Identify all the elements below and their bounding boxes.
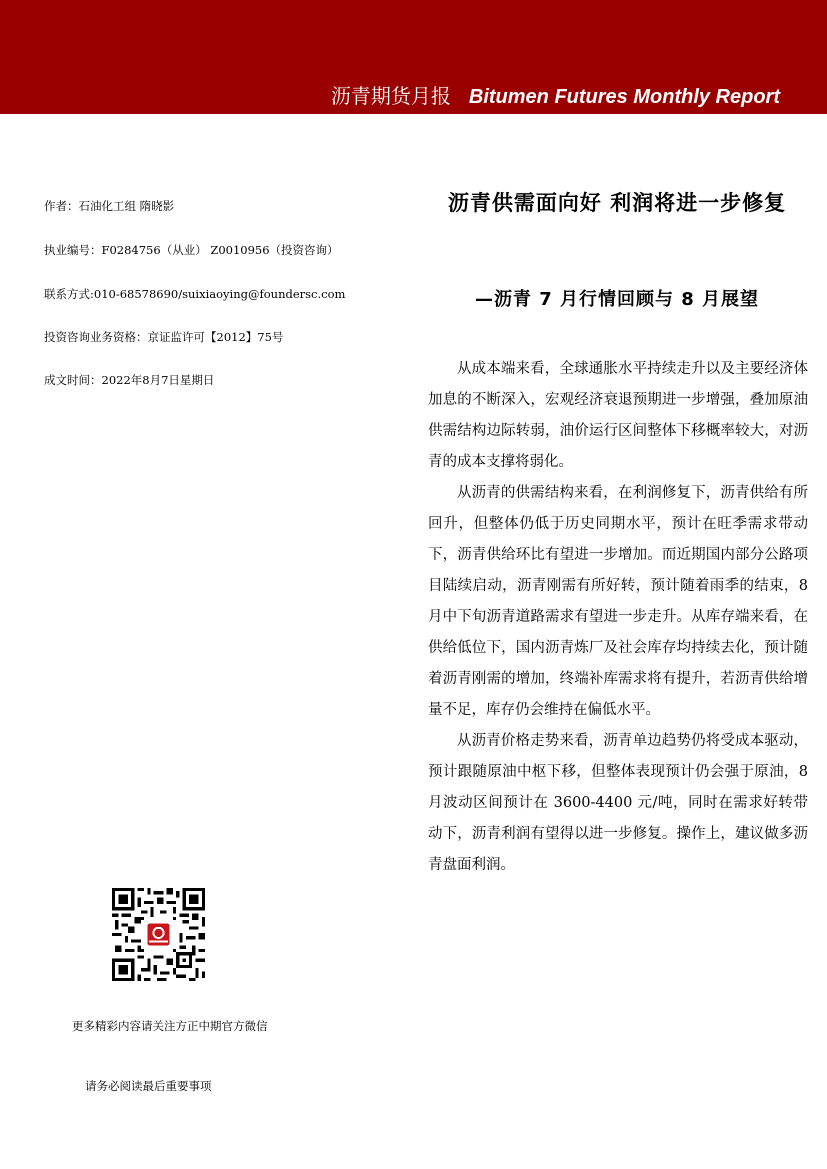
header-band (0, 0, 827, 114)
contact-line: 联系方式:010-68578690/suixiaoying@foundersc.com (44, 287, 346, 301)
paragraph-price-outlook: 从沥青价格走势来看，沥青单边趋势仍将受成本驱动，预计跟随原油中枢下移，但整体表现预计仍会强于原油，8 月波动区间预计在 3600-4400 元/吨，同时在需求好转带动下，沥青利润有望得以进一步修复。操作上，建议做多沥青盘面利润。 (428, 733, 808, 873)
qr-caption: 更多精彩内容请关注方正中期官方微信 (72, 1019, 268, 1033)
report-series-title-en: Bitumen Futures Monthly Report (468, 86, 780, 108)
paragraph-supply-demand: 从沥青的供需结构来看，在利润修复下，沥青供给有所回升，但整体仍低于历史同期水平，预计在旺季需求带动下，沥青供给环比有望进一步增加。而近期国内部分公路项目陆续启动，沥青刚需有所好转，预计随着雨季的结束，8 月中下旬沥青道路需求有望进一步走升。从库存端来看，在供给低位下，国内沥青炼厂及社会库存均持续去化，预计随着沥青刚需的增加，终端补库需求将有提升，若沥青供给增量不足，库存仍会维持在偏低水平。 (428, 485, 808, 718)
report-title: 沥青供需面向好 利润将进一步修复 (447, 191, 787, 215)
report-subtitle: —沥青 7 月行情回顾与 8 月展望 (474, 289, 760, 310)
report-summary (428, 354, 808, 881)
license-line: 执业编号：F0284756（从业） Z0010956（投资咨询） (44, 243, 339, 257)
author-line: 作者：石油化工组 隋晓影 (44, 199, 175, 213)
wechat-qr-code (112, 888, 205, 981)
report-series-title-cn: 沥青期货月报 (330, 86, 451, 108)
qualification-line: 投资咨询业务资格：京证监许可【2012】75号 (44, 330, 284, 344)
report-series-title (331, 84, 780, 110)
date-line: 成文时间：2022年8月7日星期日 (44, 373, 215, 387)
paragraph-cost: 从成本端来看，全球通胀水平持续走升以及主要经济体加息的不断深入，宏观经济衰退预期进一步增强，叠加原油供需结构边际转弱，油价运行区间整体下移概率较大，对沥青的成本支撑将弱化。 (428, 361, 808, 470)
disclaimer-note: 请务必阅读最后重要事项 (85, 1079, 212, 1093)
